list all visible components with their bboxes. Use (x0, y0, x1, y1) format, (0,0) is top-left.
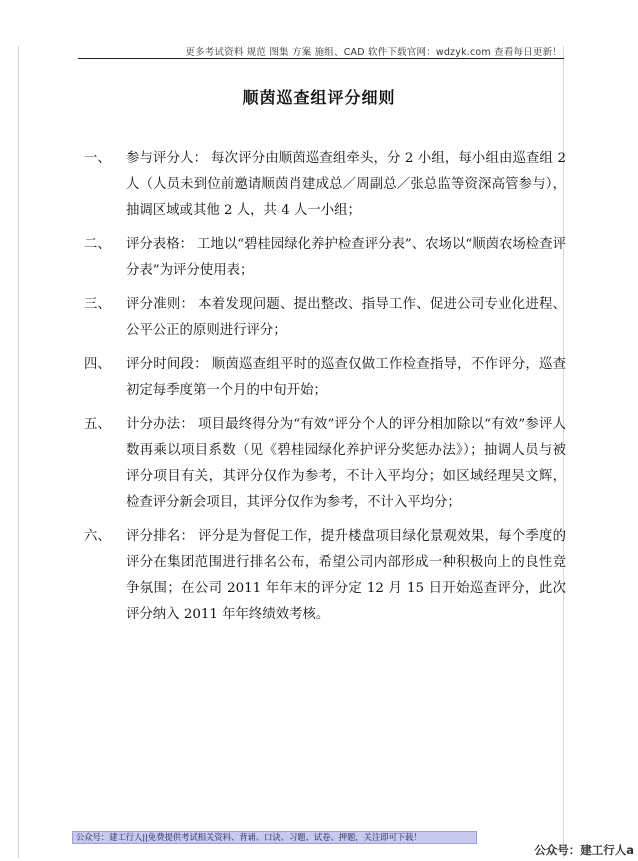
item-content (126, 232, 566, 284)
list-item (84, 524, 566, 628)
item-number: 五、 (84, 417, 111, 432)
item-label: 评分时间段： (126, 357, 208, 372)
list-item (84, 412, 566, 516)
item-label: 评分排名： (126, 529, 195, 544)
watermark-text: 公众号：建工行人a (534, 843, 634, 857)
item-text: 工地以“碧桂园绿化养护检查评分表”、农场以“顺茵农场检查评分表”为评分使用表； (126, 237, 566, 278)
item-label: 计分办法： (126, 417, 194, 432)
item-label: 评分准则： (126, 297, 195, 312)
item-number: 二、 (84, 237, 111, 252)
item-content (126, 524, 566, 628)
item-text: 评分是为督促工作，提升楼盘项目绿化景观效果，每个季度的评分在集团范围进行排名公布，希望公司内部形成一种积极向上的良性竞争氛围；在公司 2011 年年末的评分定 12 月 15 日开始巡查评分，此次评分纳入 2011 年年终绩效考核。 (126, 529, 567, 622)
item-text: 顺茵巡查组平时的巡查仅做工作检查指导，不作评分，巡查初定每季度第一个月的中旬开始； (126, 357, 566, 398)
item-content (126, 146, 566, 224)
item-label: 评分表格： (126, 237, 194, 252)
list-item (84, 146, 566, 224)
item-number: 四、 (84, 357, 111, 372)
item-text: 项目最终得分为“有效”评分个人的评分相加除以“有效”参评人数再乘以项目系数（见《碧桂园绿化养护评分奖惩办法》）；抽调人员与被评分项目有关，其评分仅作为参考，不计入平均分；如区域经理吴文辉，检查评分新会项目，其评分仅作为参考，不计入平均分； (126, 417, 566, 510)
document-title: 顺茵巡查组评分细则 (242, 88, 396, 107)
page-header: 更多考试资料 规范 图集 方案 施组、CAD 软件下载官网：wdzyk.com 查看每日更新！ (185, 47, 562, 58)
item-text: 每次评分由顺茵巡查组牵头，分 2 小组，每小组由巡查组 2 人（人员未到位前邀请顺茵肖建成总／周副总／张总监等资深高管参与），抽调区域或其他 2 人，共 4 人一小组； (126, 151, 566, 218)
item-content (126, 292, 566, 344)
list-item (84, 232, 566, 284)
document-body (84, 146, 566, 636)
footer-banner: 公众号：建工行人||免费提供考试相关资料、背诵、口诀、习题、试卷、押题，关注即可下载！ (72, 831, 477, 844)
item-number: 三、 (84, 297, 111, 312)
item-text: 本着发现问题、提出整改、指导工作、促进公司专业化进程、公平公正的原则进行评分； (126, 297, 567, 338)
item-content (126, 412, 566, 516)
list-item (84, 352, 566, 404)
item-content (126, 352, 566, 404)
header-rule (78, 58, 564, 59)
item-number: 一、 (84, 151, 111, 166)
item-label: 参与评分人： (126, 151, 208, 166)
list-item (84, 292, 566, 344)
item-number: 六、 (84, 529, 111, 544)
